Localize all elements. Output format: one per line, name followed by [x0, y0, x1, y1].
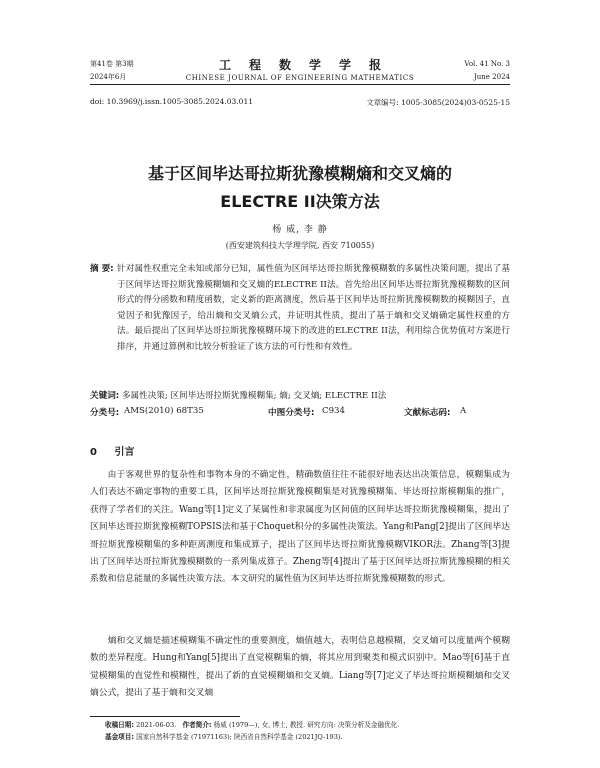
received-date: 2021-06-03.	[136, 721, 177, 729]
header-right	[464, 58, 510, 84]
volume-issue-en: Vol. 41 No. 3	[464, 60, 510, 68]
fund-text: 国家自然科学基金 (71971163); 陕西省自然科学基金 (2021JQ-193).	[136, 733, 343, 741]
keywords-label: 关键词:	[90, 391, 120, 401]
article-number: 文章编号: 1005-3085(2024)03-0525-15	[366, 98, 510, 107]
date-en: June 2024	[473, 73, 510, 81]
section-number: 0	[90, 447, 97, 458]
author-bio-label: 作者简介:	[182, 721, 212, 729]
paragraph-2: 熵和交叉熵是描述模糊集不确定性的重要测度，熵值越大，表明信息越模糊，交叉熵可以度量两个模糊数的差异程度。Hung和Yang[5]提出了直觉模糊集的熵，将其应用到聚类和模式识别中。Mao等[6]基于直觉模糊集的直觉性和模糊性，提出了新的直觉模糊熵和交叉熵。Liang等[7]定义了毕达哥拉斯模糊熵和交叉熵公式，提出了基于熵和交叉熵	[90, 636, 510, 699]
paragraph-1: 由于客观世界的复杂性和事物本身的不确定性，精确数值往往不能很好地表达出决策信息，模糊集成为人们表达不确定事物的重要工具，区间毕达哥拉斯犹豫模糊集是对犹豫模糊集、毕达哥拉斯模糊集的推广，获得了学者们的关注。Wang等[1]定义了某属性和非隶属度为区间值的区间毕达哥拉斯犹豫模糊集，提出了区间毕达哥拉斯犹豫模糊TOPSIS法和基于Choquet积分的多属性决策法。Yang和Pang[2]提出了区间毕达哥拉斯犹豫模糊集的多种距离测度和集成算子，提出了区间毕达哥拉斯犹豫模糊VIKOR法。Zhang等[3]提出了区间毕达哥拉斯犹豫模糊数的一系列集成算子。Zheng等[4]提出了基于区间毕达哥拉斯犹豫模糊的相关系数和信息能量的多属性决策方法。本文研究的属性值为区间毕达哥拉斯犹豫模糊数的形式。	[90, 470, 510, 585]
date-cn: 2024年6月	[90, 73, 127, 81]
ams-label: 分类号:	[90, 408, 120, 418]
footnote-line-1	[105, 719, 510, 731]
footnote-line-2	[105, 731, 510, 743]
header-center	[90, 58, 510, 85]
classification-line	[90, 406, 510, 420]
affiliation: (西安建筑科技大学理学院, 西安 710055)	[225, 241, 375, 250]
doi: doi: 10.3969/j.issn.1005-3085.2024.03.011	[90, 97, 253, 106]
received-label: 收稿日期:	[105, 721, 135, 729]
title-line-2: ELECTRE II决策方法	[220, 192, 380, 211]
clc-label: 中图分类号:	[268, 408, 315, 418]
clc-value: C934	[322, 406, 345, 416]
doc-code-value: A	[460, 406, 467, 416]
authors: 杨 威, 李 静	[272, 225, 328, 235]
keywords	[90, 389, 510, 403]
header-rule	[90, 84, 510, 85]
volume-issue-cn: 第41卷 第3期	[90, 60, 134, 68]
keywords-text: 多属性决策; 区间毕达哥拉斯犹豫模糊集; 熵; 交叉熵; ELECTRE II法	[121, 391, 387, 401]
doi-line	[90, 97, 510, 109]
paper-title	[90, 160, 510, 216]
abstract-label: 摘 要:	[90, 264, 114, 274]
author-bio: 杨威 (1979—), 女, 博士, 教授. 研究方向: 决策分析及金融优化.	[213, 721, 400, 729]
fund-label: 基金项目:	[105, 733, 135, 741]
section-heading	[90, 443, 134, 458]
abstract-text: 针对属性权重完全未知或部分已知，属性值为区间毕达哥拉斯犹豫模糊数的多属性决策问题，提出了基于区间毕达哥拉斯犹豫模糊熵和交叉熵的ELECTRE II法。首先给出区间毕达哥拉斯犹豫模糊数的区间形式的得分函数和精度函数，定义新的距离测度，然后基于区间毕达哥拉斯犹豫模糊数的模糊因子，直觉因子和犹豫因子，给出熵和交叉熵公式，并证明其性质，提出了基于熵和交叉熵确定属性权重的方法。最后提出了区间毕达哥拉斯犹豫模糊环境下的改进的ELECTRE II法，利用综合优势值对方案进行排序，并通过算例和比较分析验证了该方法的可行性和有效性。	[117, 264, 510, 352]
ams-value: AMS(2010) 68T35	[124, 406, 204, 416]
doc-code-label: 文献标志码:	[404, 408, 451, 418]
title-line-1: 基于区间毕达哥拉斯犹豫模糊熵和交叉熵的	[147, 164, 452, 183]
journal-title-cn: 工程数学学报	[218, 58, 399, 72]
journal-header	[90, 58, 510, 94]
footnote	[105, 719, 510, 743]
journal-title-en: CHINESE JOURNAL OF ENGINEERING MATHEMATICS	[185, 74, 415, 82]
section-title: 引言	[114, 447, 135, 458]
footnote-rule	[90, 716, 240, 717]
